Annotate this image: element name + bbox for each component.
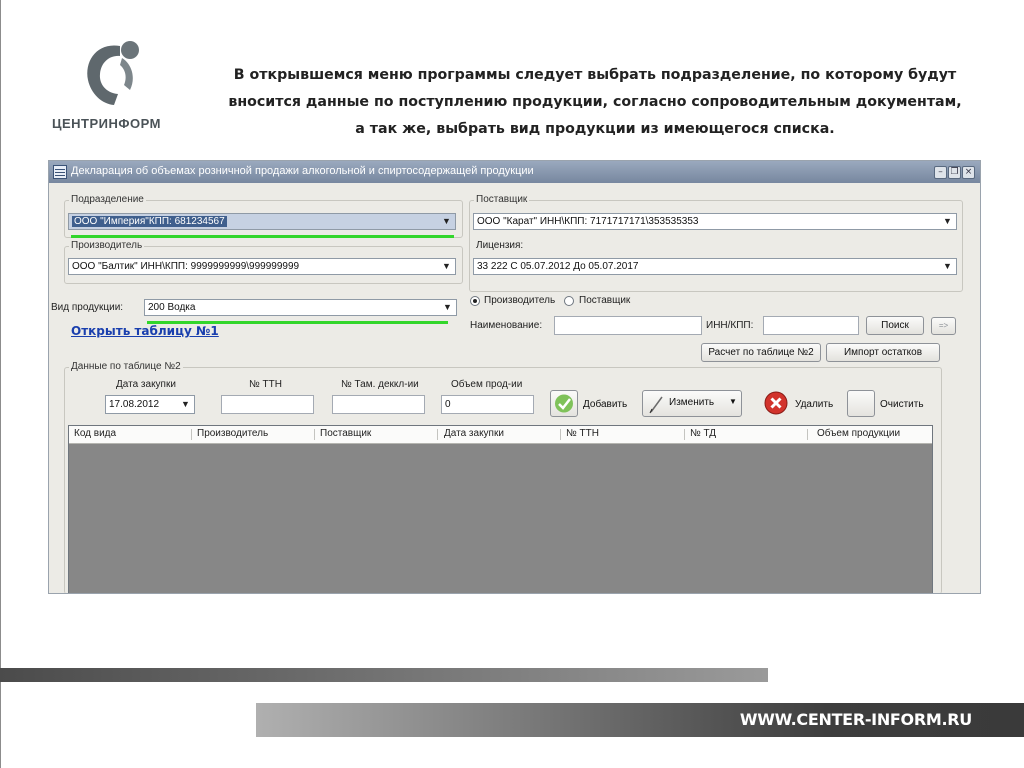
slide-headline: В открывшемся меню программы следует выбрать подразделение, по которому будут вносится данные по поступлению продукции, согласно сопроводительным документам, а так же, выбрать вид продукции из имеющегося списка. (228, 67, 962, 137)
chevron-down-icon[interactable]: ▼ (442, 216, 451, 226)
column-divider (684, 429, 685, 440)
volume-label: Объем прод-ии (451, 379, 523, 390)
import-remains-button[interactable]: Импорт остатков (826, 343, 940, 362)
edit-button-label: Изменить (669, 397, 715, 408)
producer-label: Производитель (71, 240, 143, 251)
pencil-icon (647, 393, 667, 415)
column-header[interactable]: Объем продукции (817, 428, 901, 439)
table2-grid[interactable] (68, 425, 933, 594)
window-table-icon (53, 165, 67, 179)
inn-label: ИНН/КПП: (706, 320, 754, 331)
delete-button-label[interactable]: Удалить (795, 399, 834, 410)
search-button[interactable]: Поиск (866, 316, 924, 335)
subdivision-value: ООО "Империя"КПП: 681234567 (74, 216, 225, 227)
chevron-down-icon[interactable]: ▼ (443, 302, 452, 312)
chevron-down-icon[interactable]: ▼ (943, 261, 952, 271)
purchase-date-value: 17.08.2012 (109, 399, 160, 410)
column-divider (314, 429, 315, 440)
ttn-label: № ТТН (249, 379, 282, 390)
supplier-label: Поставщик (476, 194, 528, 205)
footer-url: WWW.CENTER-INFORM.RU (739, 710, 972, 729)
column-header[interactable]: Производитель (197, 428, 269, 439)
producer-radio[interactable] (470, 296, 480, 306)
customs-decl-label: № Там. деккл-ии (341, 379, 419, 390)
column-divider (191, 429, 192, 440)
column-header[interactable]: Поставщик (320, 428, 372, 439)
producer-select[interactable] (68, 258, 456, 275)
name-label: Наименование: (470, 320, 543, 331)
column-header[interactable]: № ТТН (566, 428, 599, 439)
checkmark-icon (551, 391, 577, 416)
supplier-select[interactable] (473, 213, 957, 230)
purchase-date-picker[interactable] (105, 395, 195, 414)
slide-left-border (0, 0, 1, 768)
close-icon[interactable]: × (962, 166, 975, 179)
open-table1-link[interactable]: Открыть таблицу №1 (71, 324, 219, 338)
column-divider (560, 429, 561, 440)
minimize-icon[interactable]: – (934, 166, 947, 179)
company-logo (44, 38, 184, 138)
clear-button[interactable] (847, 390, 875, 417)
product-type-value: 200 Водка (148, 302, 196, 313)
product-type-select[interactable] (144, 299, 457, 316)
highlight-underline-subdivision (71, 235, 454, 238)
producer-radio-label[interactable]: Производитель (484, 295, 556, 306)
decorative-bar-top (0, 668, 768, 682)
declaration-window (48, 160, 981, 594)
dropdown-arrow-icon: ▼ (729, 397, 737, 406)
logo-emblem-icon (80, 38, 144, 112)
ttn-input[interactable] (221, 395, 314, 414)
column-divider (437, 429, 438, 440)
chevron-down-icon[interactable]: ▼ (943, 216, 952, 226)
license-label: Лицензия: (476, 240, 524, 251)
restore-icon[interactable]: ❐ (948, 166, 961, 179)
supplier-radio-label[interactable]: Поставщик (579, 295, 631, 306)
column-header[interactable]: Код вида (74, 428, 117, 439)
window-titlebar (49, 161, 980, 183)
customs-decl-input[interactable] (332, 395, 425, 414)
logo-text: ЦЕНТРИНФОРМ (52, 116, 161, 131)
table2-header-row (69, 426, 932, 444)
column-header[interactable]: № ТД (690, 428, 717, 439)
chevron-down-icon[interactable]: ▼ (442, 261, 451, 271)
calc-table2-button[interactable]: Расчет по таблице №2 (701, 343, 821, 362)
supplier-radio[interactable] (564, 296, 574, 306)
arrow-button[interactable]: => (931, 317, 956, 335)
edit-button[interactable] (642, 390, 742, 417)
column-divider (807, 429, 808, 440)
column-header[interactable]: Дата закупки (444, 428, 504, 439)
add-button[interactable] (550, 390, 578, 417)
license-select[interactable] (473, 258, 957, 275)
clear-button-label[interactable]: Очистить (880, 399, 924, 410)
footer-bar (256, 703, 1024, 737)
volume-input[interactable]: 0 (441, 395, 534, 414)
inn-input[interactable] (763, 316, 859, 335)
add-button-label[interactable]: Добавить (583, 399, 628, 410)
supplier-value: ООО "Карат" ИНН\КПП: 7171717171\353535353 (477, 216, 699, 227)
delete-icon[interactable] (763, 390, 789, 416)
purchase-date-label: Дата закупки (116, 379, 176, 390)
product-type-label: Вид продукции: (51, 302, 124, 313)
subdivision-select[interactable] (68, 213, 456, 230)
name-input[interactable] (554, 316, 702, 335)
subdivision-label: Подразделение (71, 194, 144, 205)
table2-group-label: Данные по таблице №2 (71, 361, 181, 372)
producer-value: ООО "Балтик" ИНН\КПП: 9999999999\999999999 (72, 261, 300, 272)
license-value: 33 222 С 05.07.2012 До 05.07.2017 (477, 261, 639, 272)
chevron-down-icon[interactable]: ▼ (181, 399, 190, 409)
window-title: Декларация об объемах розничной продажи алкогольной и спиртосодержащей продукции (71, 165, 534, 177)
